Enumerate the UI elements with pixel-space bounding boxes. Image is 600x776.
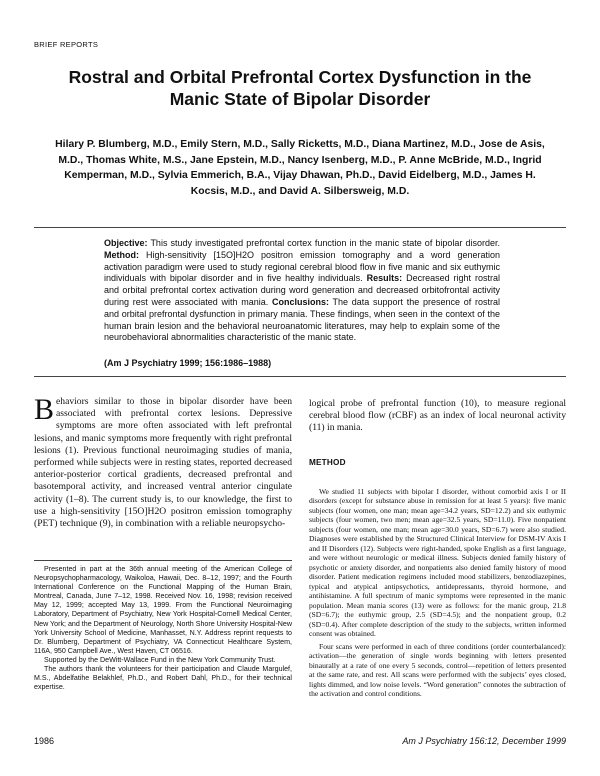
intro-text-right: logical probe of prefrontal function (10), to measure regional cerebral blood flow (rCBF) as an index of local neuronal activity (11) in mania.: [309, 398, 566, 434]
method-heading: METHOD: [309, 457, 346, 467]
section-label: BRIEF REPORTS: [34, 40, 99, 49]
footnote-support: Supported by the DeWitt-Wallace Fund in the New York Community Trust.: [44, 655, 276, 664]
method-paragraph: Four scans were performed in each of three conditions (order counterbalanced): activation—the generation of single words beginning with letters presented binaurally at a rate of one every 5 seconds, control—repetition of letters presented at the same rate, and rest. All scans were performed with the subjects’ eyes closed, lights dimmed, and low noise levels. “Word generation” connotes the subtraction of the activation and control conditions.: [309, 641, 566, 699]
conclusions-label: Conclusions:: [271, 296, 329, 307]
drop-cap: B: [34, 393, 55, 426]
footnote-presented: Presented in part at the 36th annual meeting of the American College of Neuropsychopharmacology, Waikoloa, Hawaii, Dec. 8–12, 1997; and the Fourth International Conference on the Functional Mapping of the Human Brain, Montreal, Canada, June 7–12, 1998. Received Nov. 16, 1998; revision received May 12, 1999; accepted May 13, 1999. From the Functional Neuroimaging Laboratory, Department of Psychiatry, New York Hospital-Cornell Medical Center, New York; and the Department of Neurology, North Shore University Hospital-New York University School of Medicine, Manhasset, N.Y. Address reprint requests to Dr. Blumberg, Department of Psychiatry, VA Connecticut Healthcare System, 116A, 950 Campbell Ave., West Haven, CT 06516.: [34, 565, 292, 655]
intro-left-column: [34, 393, 292, 530]
objective-text: This study investigated prefrontal cortex function in the manic state of bipolar disorder.: [150, 238, 500, 248]
method-paragraph: We studied 11 subjects with bipolar I disorder, without comorbid axis I or II disorders (except for substance abuse in remission for at least 5 years): five manic subjects (four women, one man; mean age=34.2 years, SD=12.2) and six euthymic subjects (four women, two men; mean age=32.5 years, SD=11.0). Five nonpatient subjects (four women, one man; mean age=30.0 years, SD=6.7) were also studied. Diagnoses were established by the Structured Clinical Interview for DSM-IV Axis I and II Disorders (12). Subjects were right-handed, spoke English as a first language, and were without neurologic or medical illness. Subjects denied family history of psychotic or anxiety disorder, and nonpatients also denied family history of mood disorder. Patient medication regimens included mood stabilizers, benzodiazepines, typical and atypical antipsychotics, antidepressants, thyroid hormone, and antihistamine. A full spectrum of manic symptoms were represented in the manic population. Mean mania scores (13) were as follows: for the manic group, 21.8 (SD=6.7); the euthymic group, 2.5 (SD=4.5); and the nonpatient group, 0.2 (SD=0.4). After complete description of the study to the subjects, written informed consent was obtained.: [309, 486, 566, 639]
conclusions-text: The data support the presence of rostral and orbital prefrontal dysfunction in primary mania. These findings, when seen in the context of the human brain lesion and the behavioral neuroanatomic literatures, may help to explain some of the neurobehavioral abnormalities characteristic of the manic state.: [104, 296, 501, 343]
bottom-divider: [34, 376, 566, 377]
objective-label: Objective:: [104, 238, 148, 248]
page-number: 1986: [34, 736, 55, 746]
method-text: High-sensitivity [15O]H2O positron emission tomography and a word generation activation paradigm were used to study regional cerebral blood flow in five manic and six euthymic individuals with bipolar disorder and in five healthy individuals.: [104, 249, 500, 284]
method-label: Method:: [104, 249, 139, 260]
results-label: Results:: [366, 273, 403, 284]
right-column: [309, 398, 566, 699]
intro-text-left: ehaviors similar to those in bipolar disorder have been associated with prefrontal cortex lesions. Depressive symptoms are more often associated with left prefrontal lesions, and manic symptoms more frequently with right prefrontal lesions (1). Previous functional neuroimaging studies of mania, performed while subjects were in resting states, reported decreased anterior-posterior cortical gradients, decreased prefrontal and basotemporal activity, and increased ventral anterior cingulate activity (1–8). The current study is, to our knowledge, the first to use a high-sensitivity [15O]H2O positron emission tomography (PET) technique (9), in combination with a reliable neuropsycho-: [34, 396, 292, 530]
method-body: [309, 487, 566, 699]
abstract: [104, 238, 500, 344]
top-divider: [34, 227, 566, 228]
abstract-citation: (Am J Psychiatry 1999; 156:1986–1988): [104, 358, 272, 368]
results-text: Decreased right rostral and orbital prefrontal cortex activation during word generation and decreased orbitofrontal activity during rest were associated with mania.: [104, 273, 500, 307]
article-title: Rostral and Orbital Prefrontal Cortex Dysfunction in the Manic State of Bipolar Disorder: [68, 67, 532, 109]
footnotes: [34, 565, 292, 692]
footnote-divider: [34, 560, 292, 561]
author-list: Hilary P. Blumberg, M.D., Emily Stern, M.D., Sally Ricketts, M.D., Diana Martinez, M.D., Jose de Asis, M.D., Thomas White, M.S., Jane Epstein, M.D., Nancy Isenberg, M.D., P. Anne McBride, M.D., Ingrid Kemperman, M.D., Sylvia Emmerich, B.A., Vijay Dhawan, Ph.D., David Eidelberg, M.D., James H. Kocsis, M.D., and David A. Silbersweig, M.D.: [55, 139, 545, 197]
journal-footer: Am J Psychiatry 156:12, December 1999: [402, 736, 566, 746]
footnote-acknowledgments: The authors thank the volunteers for their participation and Claude Margulef, M.S., Abdelfatihe Belakhlef, Ph.D., and Robert Dahl, Ph.D., for their technical expertise.: [34, 665, 292, 692]
